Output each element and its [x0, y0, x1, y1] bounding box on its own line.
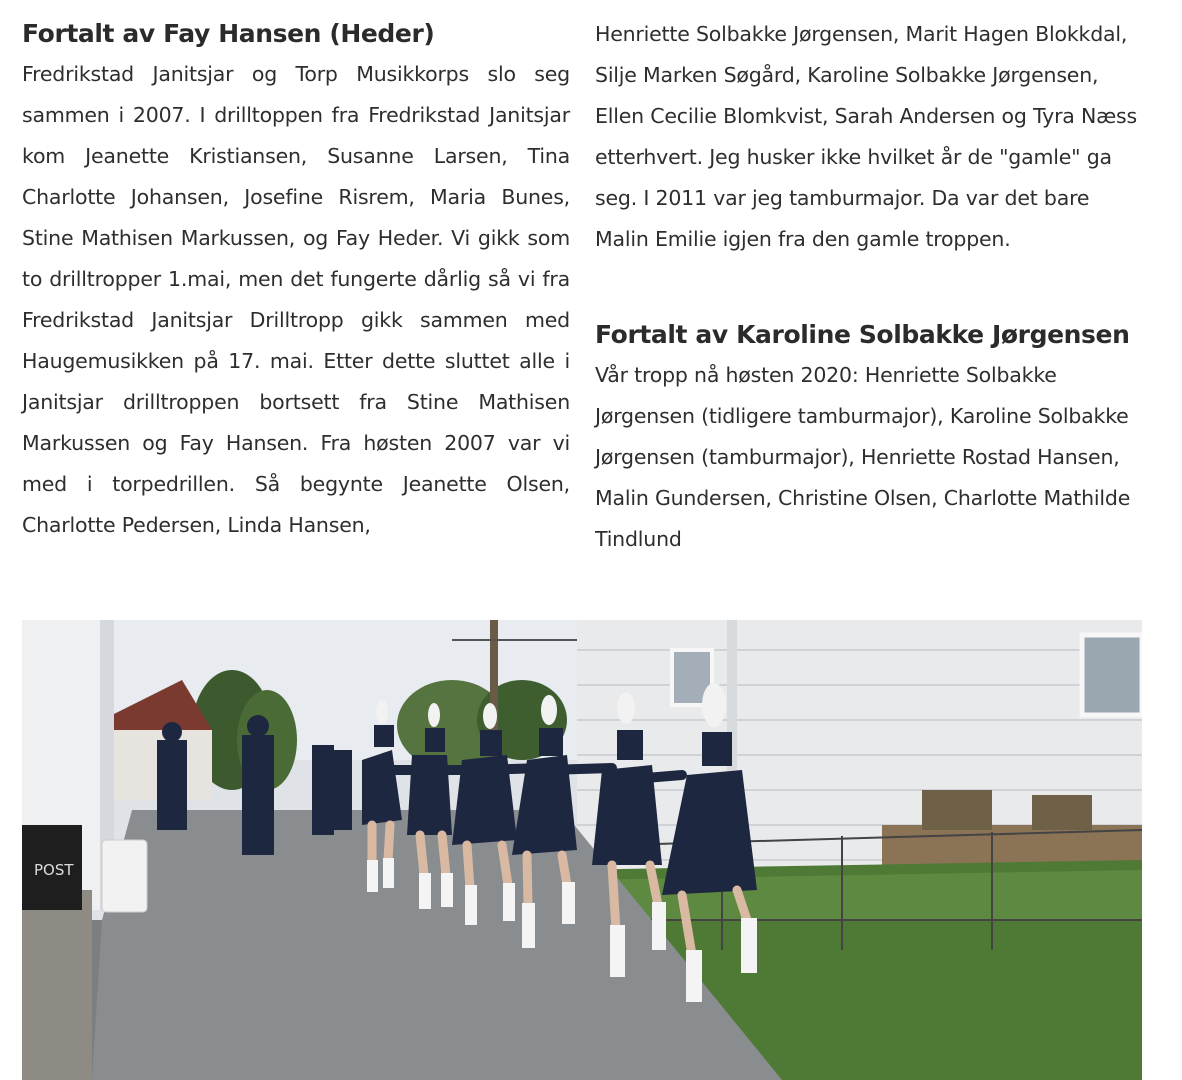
fay-hansen-story-continued: Henriette Solbakke Jørgensen, Marit Hagen Blokkdal, Silje Marken Søgård, Karoline Solbakke Jørgensen, Ellen Cecilie Blomkvist, Sarah Andersen og Tyra Næss etterhvert. Jeg husker ikke hvilket år de "gamle" ga seg. I 2011 var jeg tamburmajor. Da var det bare Malin Emilie igjen fra den gamle troppen.: [595, 22, 1138, 251]
fay-hansen-story: Fredrikstad Janitsjar og Torp Musikkorps slo seg sammen i 2007. I drilltoppen fra Fredrikstad Janitsjar kom Jeanette Kristiansen, Susanne Larsen, Tina Charlotte Johansen, Josefine Risrem, Maria Bunes, Stine Mathisen Markussen, og Fay Heder. Vi gikk som to drilltropper 1.mai, men det fungerte dårlig så vi fra Fredrikstad Janitsjar Drilltropp gikk sammen med Haugemusikken på 17. mai. Etter dette sluttet alle i Janitsjar drilltroppen bortsett fra Stine Mathisen Markussen og Fay Hansen. Fra høsten 2007 var vi med i torpedrillen. Så begynte Jeanette Olsen, Charlotte Pedersen, Linda Hansen,: [22, 62, 570, 537]
drill-troop-photo: [22, 620, 1142, 1080]
section-heading-fay-hansen: Fortalt av Fay Hansen (Heder): [22, 19, 435, 48]
white-bin: [102, 840, 147, 912]
mailbox-label: POST: [34, 861, 74, 879]
house-window: [1082, 635, 1142, 715]
right-column: [595, 14, 1142, 560]
section-heading-karoline-jorgensen: Fortalt av Karoline Solbakke Jørgensen: [595, 320, 1130, 349]
stone-wall: [22, 890, 92, 1080]
left-column: [22, 14, 570, 546]
paragraph-spacer: [595, 260, 1142, 301]
karoline-jorgensen-story: Vår tropp nå høsten 2020: Henriette Solbakke Jørgensen (tidligere tamburmajor), Karoline Solbakke Jørgensen (tamburmajor), Henriette Rostad Hansen, Malin Gundersen, Christine Olsen, Charlotte Mathilde Tindlund: [595, 363, 1131, 551]
